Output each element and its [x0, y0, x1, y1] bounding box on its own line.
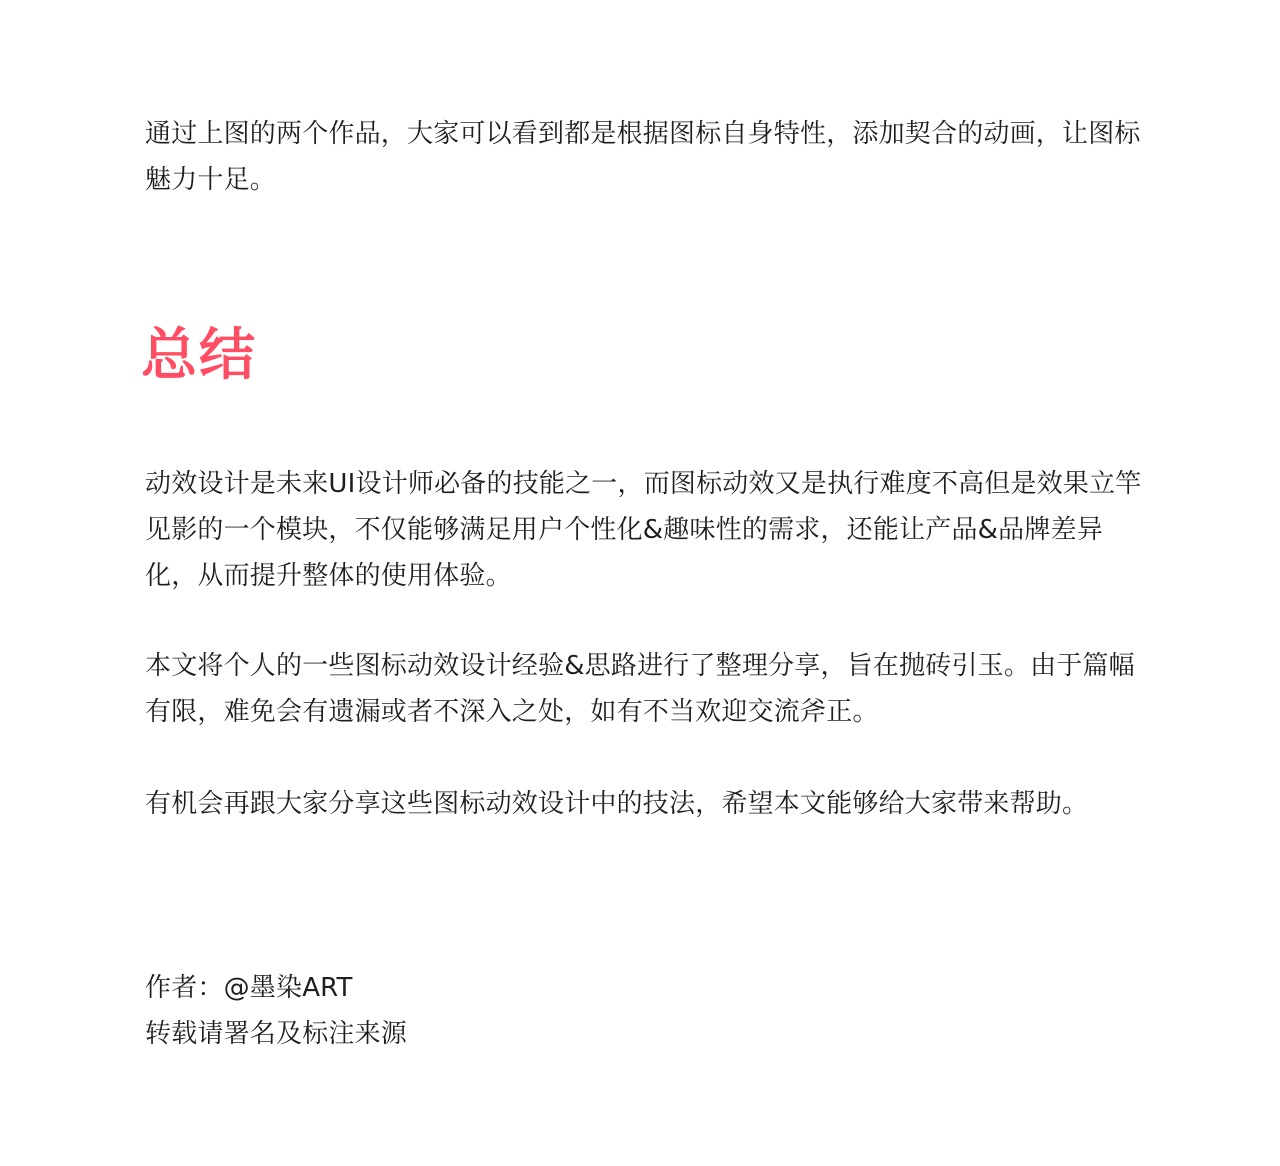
summary-paragraph: 有机会再跟大家分享这些图标动效设计中的技法，希望本文能够给大家带来帮助。	[145, 789, 1089, 819]
credits-block	[145, 965, 1145, 1057]
section-heading-summary: 总结	[141, 323, 257, 388]
author-line: 作者：@墨染ART	[145, 973, 353, 1003]
summary-paragraph: 动效设计是未来UI设计师必备的技能之一，而图标动效又是执行难度不高但是效果立竿见影的一个模块，不仅能够满足用户个性化&趣味性的需求，还能让产品&品牌差异化，从而提升整体的使用体验。	[145, 469, 1142, 591]
intro-paragraph: 通过上图的两个作品，大家可以看到都是根据图标自身特性，添加契合的动画，让图标魅力十足。	[145, 119, 1141, 195]
summary-paragraph: 本文将个人的一些图标动效设计经验&思路进行了整理分享，旨在抛砖引玉。由于篇幅有限，难免会有遗漏或者不深入之处，如有不当欢迎交流斧正。	[145, 651, 1135, 727]
repost-notice: 转载请署名及标注来源	[145, 1019, 408, 1049]
